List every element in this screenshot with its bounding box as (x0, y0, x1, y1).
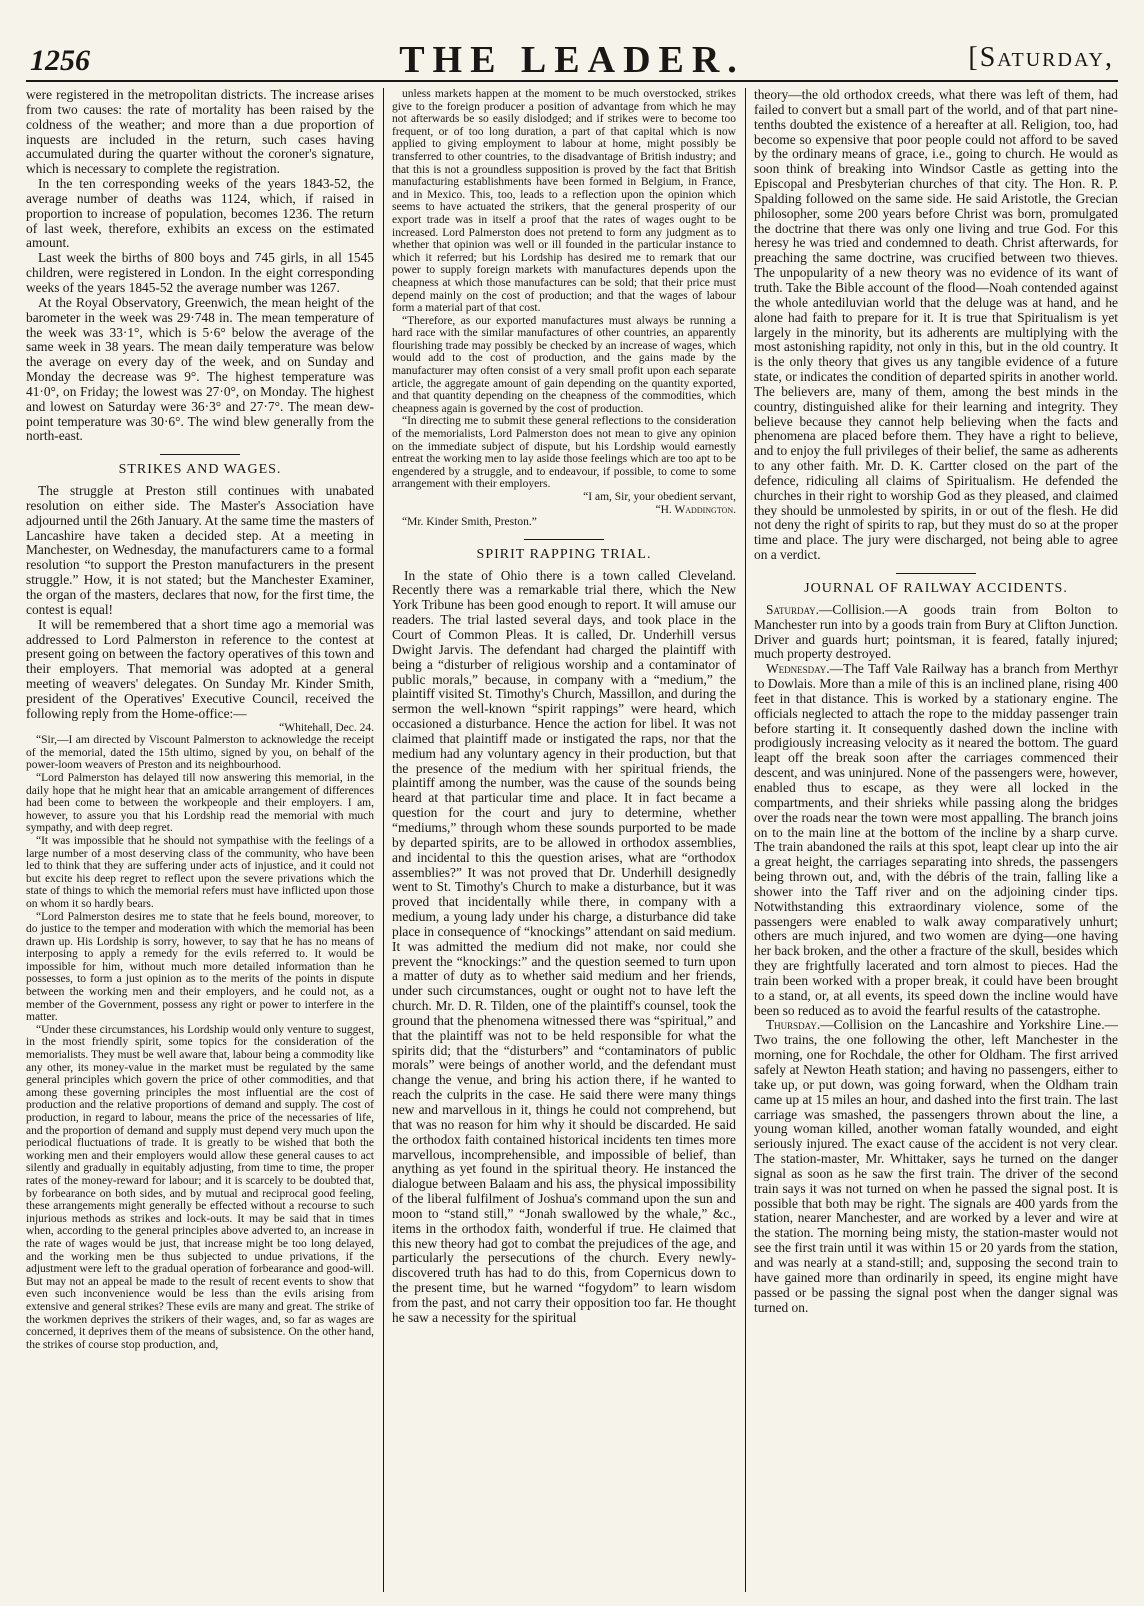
day-label: Saturday. (766, 601, 819, 617)
section-heading-railway: JOURNAL OF RAILWAY ACCIDENTS. (804, 581, 1068, 596)
letter-continued (392, 88, 736, 529)
paragraph (754, 603, 1118, 662)
letter (26, 722, 374, 1352)
letter-paragraph: “Lord Palmerston has delayed till now answering this memorial, in the daily hope that he might hear that an amicable arrangement of differences had been come to between the workpeople and their employers. I am, however, to assure you that his Lordship read the memorial with much sympathy, and with deep regret. (26, 771, 374, 835)
section-divider (160, 454, 240, 455)
newspaper-title: THE LEADER. (399, 39, 745, 81)
letter-signoff: “I am, Sir, your obedient servant, (583, 491, 736, 503)
paragraph: At the Royal Observatory, Greenwich, the mean height of the barometer in the week was 29·748 in. The mean temperature of the week was 33·1°, which is 5·6° below the average of the same week in 38 years. The mean daily temperature was below the average on every day of the week, and on Sunday and Monday the decrease was 9°. The highest temperature was 41·0°, on Friday; the lowest was 27·0°, on Monday. The highest and lowest on Saturday were 36·3° and 27·7°. The mean dew-point temperature was 30·6°. The wind blew generally from the north-east. (26, 294, 374, 444)
day-label: Thursday. (766, 1017, 821, 1033)
day-label: Wednesday. (766, 661, 830, 677)
masthead-day: [Saturday, (968, 42, 1114, 73)
letter-signature: “H. Waddington. (655, 503, 736, 516)
paragraph: Last week the births of 800 boys and 745 girls, in all 1545 children, were registered in London. In the eight corresponding weeks of the years 1845-52 the average number was 1267. (26, 250, 374, 295)
letter-paragraph: “Therefore, as our exported manufactures must always be running a hard race with the similar manufactures of other countries, an apparently flourishing trade may possibly be checked by an increase of wages, which would add to the cost of production, and the gains made by the manufacturer may often consist of a very small profit upon each separate article, the aggregate amount of gain depending on the quantity exported, and that quantity depending on the cheapness of the commodities, which cheapness again is governed by the cost of production. (392, 314, 736, 415)
paragraph: It will be remembered that a short time ago a memorial was addressed to Lord Palmerston in reference to the contest at present going on between the factory operatives of this town and their employers. That memorial was adopted at a general meeting of weavers' delegates. On Sunday Mr. Kinder Smith, president of the Operatives' Executive Council, received the following reply from the Home-office:— (26, 616, 374, 721)
letter-paragraph: “In directing me to submit these general reflections to the consideration of the memorialists, Lord Palmerston does not mean to give any opinion on the immediate subject of dispute, but his Lordship would earnestly entreat the working men to lay aside those feelings which are too apt to be engendered by a struggle, and to endeavour, if possible, to come to some arrangement with their employers. (392, 415, 736, 491)
letter-paragraph: “Under these circumstances, his Lordship would only venture to suggest, in the most friendly spirit, some topics for the consideration of the memorialists. They must be well aware that, labour being a commodity like any other, its money-value in the market must be regulated by the same general principles which govern the price of other commodities, and that among these governing principles the most influential are the cost of production and the relative proportions of demand and supply. The cost of production, in regard to labour, means the price of the necessaries of life, and the proportion of demand and supply must depend very much upon the periodical fluctuations of trade. It is greatly to be wished that both the working men and their employers would allow these general causes to act silently and gradually in equitably adjusting, from time to time, the proper rates of the money-reward for labour; and it is scarcely to be doubted that, by forbearance on both sides, and by mutual and reciprocal good feeling, these arrangements might generally be effected without a recourse to such injurious methods as strikes and lock-outs. It may be said that in times when, according to the general principles above adverted to, an increase in the rate of wages would be just, that increase might be too long delayed, and the working men be thus subjected to undue privations, if the adjustment were left to the gradual operation of forbearance and good-will. But may not an appeal be made to the result of recent events to show that even such inconvenience would be less than the evils arising from extensive and general strikes? These evils are many and great. The strike of the workmen deprives the strikers of their wages, and, so far as wages are concerned, it deprives them of the means of subsistence. On the other hand, the strikes of course stop production, and, (26, 1023, 374, 1351)
page-number: 1256 (30, 44, 90, 77)
column-1 (26, 88, 374, 1592)
letter-paragraph: “Lord Palmerston desires me to state that he feels bound, moreover, to do justice to the temper and moderation with which the memorial has been drawn up. His Lordship is sorry, however, to say that he has no means of interposing to apply a remedy for the evils referred to. It would be impossible for him, without much more detailed information than he possesses, to form a just opinion as to the merits of the points in dispute between the working men and their employers, and he could not, as a member of the Government, possess any right or power to interfere in the matter. (26, 910, 374, 1024)
column-rule (383, 88, 384, 1592)
section-heading-strikes: STRIKES AND WAGES. (118, 462, 282, 478)
letter-dateline: “Whitehall, Dec. 24. (279, 721, 374, 734)
paragraph: theory—the old orthodox creeds, what there was left of them, had failed to convert but a small part of the world, and of that part nine-tenths doubted the existence of a hereafter at all. Religion, too, had become so expensive that poor people could not afford to be saved by the ordinary means of grace, i.e., going to church. He would as soon think of breaking into Windsor Castle as getting into the Episcopal and Presbyterian churches of that city. The Hon. R. P. Spalding followed on the same side. He said Aristotle, the Grecian philosopher, some 200 years before Christ was born, promulgated the doctrine that there was only one living and true God. For this heresy he was tried and condemned to death. Christ afterwards, for preaching the same doctrine, was crucified between two thieves. The unpopularity of a new theory was no evidence of its want of truth. Take the Bible account of the flood—Noah contended against the whole antediluvian world that the deluge was at hand, and he alone had faith to prepare for it. It is true that Spiritualism is yet largely in the minority, but its adherents are multiplying with the most astonishing rapidity, not only in this, but in the old country. It is the only theory that gives us any tangible evidence of a future state, or indicates the condition of departed spirits in another world. The believers are, many of them, among the best minds in the country, distinguished alike for their learning and integrity. They believe because they cannot help believing when the facts and phenomena are placed before them. They have a right to believe, and to enjoy the full privileges of their belief, the same as adherents to any other faith. Mr. D. K. Cartter closed on the part of the defence, ridiculing all claims of Spiritualism. He defended the churches in their right to worship God as they pleased, and claimed they should be unmolested by spirits, in or out of the flesh. He did not deny the right of spirits to rap, but they must do so at the proper time and place. The jury were discharged, not being able to agree on a verdict. (754, 88, 1118, 563)
section-divider (524, 539, 604, 540)
section-heading-spirit-rapping: SPIRIT RAPPING TRIAL. (476, 546, 652, 562)
letter-paragraph: “It was impossible that he should not sympathise with the feelings of a large number of a most deserving class of the community, who have been led to think that they are suffering under acts of injustice, and it could not but excite his deep regret to reflect upon the severe privations which the state of things to which the memorial refers must have inflicted upon those on whom it so hardly bears. (26, 834, 374, 910)
paragraph: In the state of Ohio there is a town called Cleveland. Recently there was a remarkable trial there, which the New York Tribune has been good enough to report. It will amuse our readers. The trial lasted several days, and took place in the Court of Common Pleas. It is called, Dr. Underhill versus Dwight Jarvis. The defendant had charged the plaintiff with being a “disturber of religious worship and a contaminator of public morals,” because, in company with a “medium,” the plaintiff visited St. Timothy's Church, Massillon, and during the sermon the well-known “spirit rappings” were heard, which occasioned a disturbance. Hence the action for libel. It was not claimed that plaintiff made or instigated the raps, nor that the medium had any voluntary agency in their production, but that the presence of the medium with her spiritual friends, the plaintiff among the number, was the cause of the sounds being heard at that particular time and place. It in fact became a question for the court and jury to determine, whether “mediums,” through whom these sounds purported to be made by departed spirits, are to be allowed in orthodox assemblies, and incidental to this the question arises, what are “orthodox assemblies?” It was not proved that Dr. Underhill designedly went to St. Timothy's Church to make a disturbance, but it was proved that incidentally while there, in company with a medium, a young lady under his charge, a disturbance did take place in consequence of “knockings” attendant on said medium. It was admitted the medium did not make, nor could she prevent the “knockings:” and the question seemed to turn upon a matter of duty as to whether said medium and her friends, under such circumstances, ought or ought not to have left the church. Mr. D. R. Tilden, one of the plaintiff's counsel, took the ground that the phenomena witnessed there was “spiritual,” and that the plaintiff was not to be held responsible for what the spirits did; that the “disturbers” and “contaminators of public morals” were beings of another world, and the defendant must change the venue, and bring his action there, if he wanted to reach the culprits in the case. He said there were many things new and marvellous in it, things he could not comprehend, but that was no reason for him why it should be discarded. He said the orthodox faith contained historical incidents ten times more marvellous, incomprehensible, and impossible of belief, than anything as yet found in the spiritual theory. He instanced the dialogue between Balaam and his ass, the physical impossibility of the liberal fulfilment of Joshua's command upon the sun and moon to “stand still,” “Jonah swallowed by the whale,” &c., items in the orthodox faith, wonderful if true. He claimed that this new theory had got to combat the prejudices of the age, and particularly the persecutions of the church. Every newly-discovered truth has had to do this, from Copernicus down to the present time, but he warned “fogydom” to learn wisdom from the past, and not carry their opposition too far. He thought he saw a necessity for the spiritual (392, 567, 736, 1325)
letter-paragraph: unless markets happen at the moment to be much overstocked, strikes give to the foreign producer a position of advantage from which he may not afterwards be so easily dislodged; and if strikes were to become too frequent, or of too long duration, a part of that capital which is now applied to giving employment to labour at home, might possibly be transferred to other countries, to the disadvantage of British industry; and that this is not a groundless supposition is proved by the fact that British manufacturing establishments have been formed in Belgium, in France, and in Mexico. This, too, leads to a reflection upon the opinion which seems to have actuated the strikers, that the general prosperity of our export trade was in itself a proof that the rates of wages ought to be increased. Lord Palmerston does not pretend to form any judgment as to whether that opinion was well or ill founded in the particular instance to which it referred; but his Lordship has desired me to remark that our power to supply foreign markets with manufactures depends upon the cheapness at which those manufactures can be sold; that their price must depend mainly on the cost of production; and that the wages of labour form a material part of that cost. (392, 88, 736, 315)
paragraph: were registered in the metropolitan districts. The increase arises from two causes: the rate of mortality has been raised by the coldness of the weather; and more than a due proportion of inquests are included in the return, such cases having accumulated during the quarter without the coroner's signature, which is necessary to complete the registration. (26, 88, 374, 177)
paragraph (754, 1018, 1118, 1315)
report-text: —The Taff Vale Railway has a branch from Merthyr to Dowlais. More than a mile of this is an inclined plane, rising 400 feet in that distance. This is worked by a stationary engine. The officials neglected to attach the rope to the midday passenger train before starting it. It consequently dashed down the incline with prodigiously increasing velocity as it neared the bottom. The guard leapt off the break soon after the carriages commenced their descent, and was uninjured. None of the passengers were, however, enabled thus to escape, as they were all locked in the compartments, and their shrieks while passing along the bridges over the roads near the town were most appalling. The branch joins on to the main line at the bottom of the incline by a sharp curve. The train abandoned the rails at this spot, leapt clear up into the air a great height, the carriages separating into shreds, the passengers being thrown out, and, with the débris of the train, falling like a shower into the Taff river and on the adjoining cinder tips. Notwithstanding this extraordinary violence, some of the passengers were enabled to walk away comparatively unhurt; others are much injured, and two women are dying—one having her back broken, and the other a fracture of the skull, besides which they are frightfully lacerated and torn almost to pieces. Had the train been worked with a proper break, it could have been brought to a stand, or, at all events, its speed down the incline would have been so reduced as to avoid the fearful results of the catastrophe. (754, 661, 1118, 1018)
section-divider (896, 573, 976, 574)
report-text: —Collision on the Lancashire and Yorkshire Line.—Two trains, the one following the other, left Manchester in the morning, one for Rochdale, the other for Oldham. The first arrived safely at Newton Heath station; and having no passengers, either to take up, or put down, was going forward, when the Oldham train came up at 15 miles an hour, and dashed into the first train. The last carriage was smashed, the passengers thrown about the line, a young woman killed, another woman fatally wounded, and eight seriously injured. The exact cause of the accident is not very clear. The station-master, Mr. Whittaker, says he turned on the danger signal as soon as he saw the first train. The driver of the second train says it was not turned on when he passed the signal post. It is possible that both may be right. The signals are 400 yards from the station, nearer Manchester, and are worked by a lever and wire at the station. The morning being misty, the station-master would not see the first train until it was within 15 or 20 yards from the station, and was nearly at a stand-still; and, supposing the second train to have gained more than ordinarily in speed, its engine might have passed or be passing the signal post when the danger signal was turned on. (754, 1017, 1118, 1315)
column-3 (754, 88, 1118, 1592)
column-2 (392, 88, 736, 1592)
letter-addressee: “Mr. Kinder Smith, Preston.” (402, 516, 537, 529)
report-text: —Collision.—A goods train from Bolton to Manchester run into by a goods train from Bury at Clifton Junction. Driver and guards hurt; pointsman, it is feared, fatally injured; much property destroyed. (754, 601, 1118, 662)
letter-paragraph: “Sir,—I am directed by Viscount Palmerston to acknowledge the receipt of the memorial, dated the 15th ultimo, signed by you, on behalf of the power-loom weavers of Preston and its neighbourhood. (26, 734, 374, 772)
column-rule (745, 88, 746, 1592)
masthead (26, 22, 1118, 82)
columns (26, 88, 1118, 1592)
paragraph: The struggle at Preston still continues with unabated resolution on either side. The Master's Association have adjourned until the 26th January. At the same time the masters of Lancashire have taken a decided step. At a meeting in Manchester, on Wednesday, the manufacturers came to a formal resolution “to support the Preston manufacturers in the present struggle.” How, it is not stated; but the Manchester Examiner, the organ of the masters, declares that now, for the first time, the contest is equal! (26, 483, 374, 617)
paragraph (754, 662, 1118, 1018)
paragraph: In the ten corresponding weeks of the years 1843-52, the average number of deaths was 1124, which, if raised in proportion to increase of population, becomes 1236. The return of last week, therefore, exhibits an excess on the estimated amount. (26, 176, 374, 251)
